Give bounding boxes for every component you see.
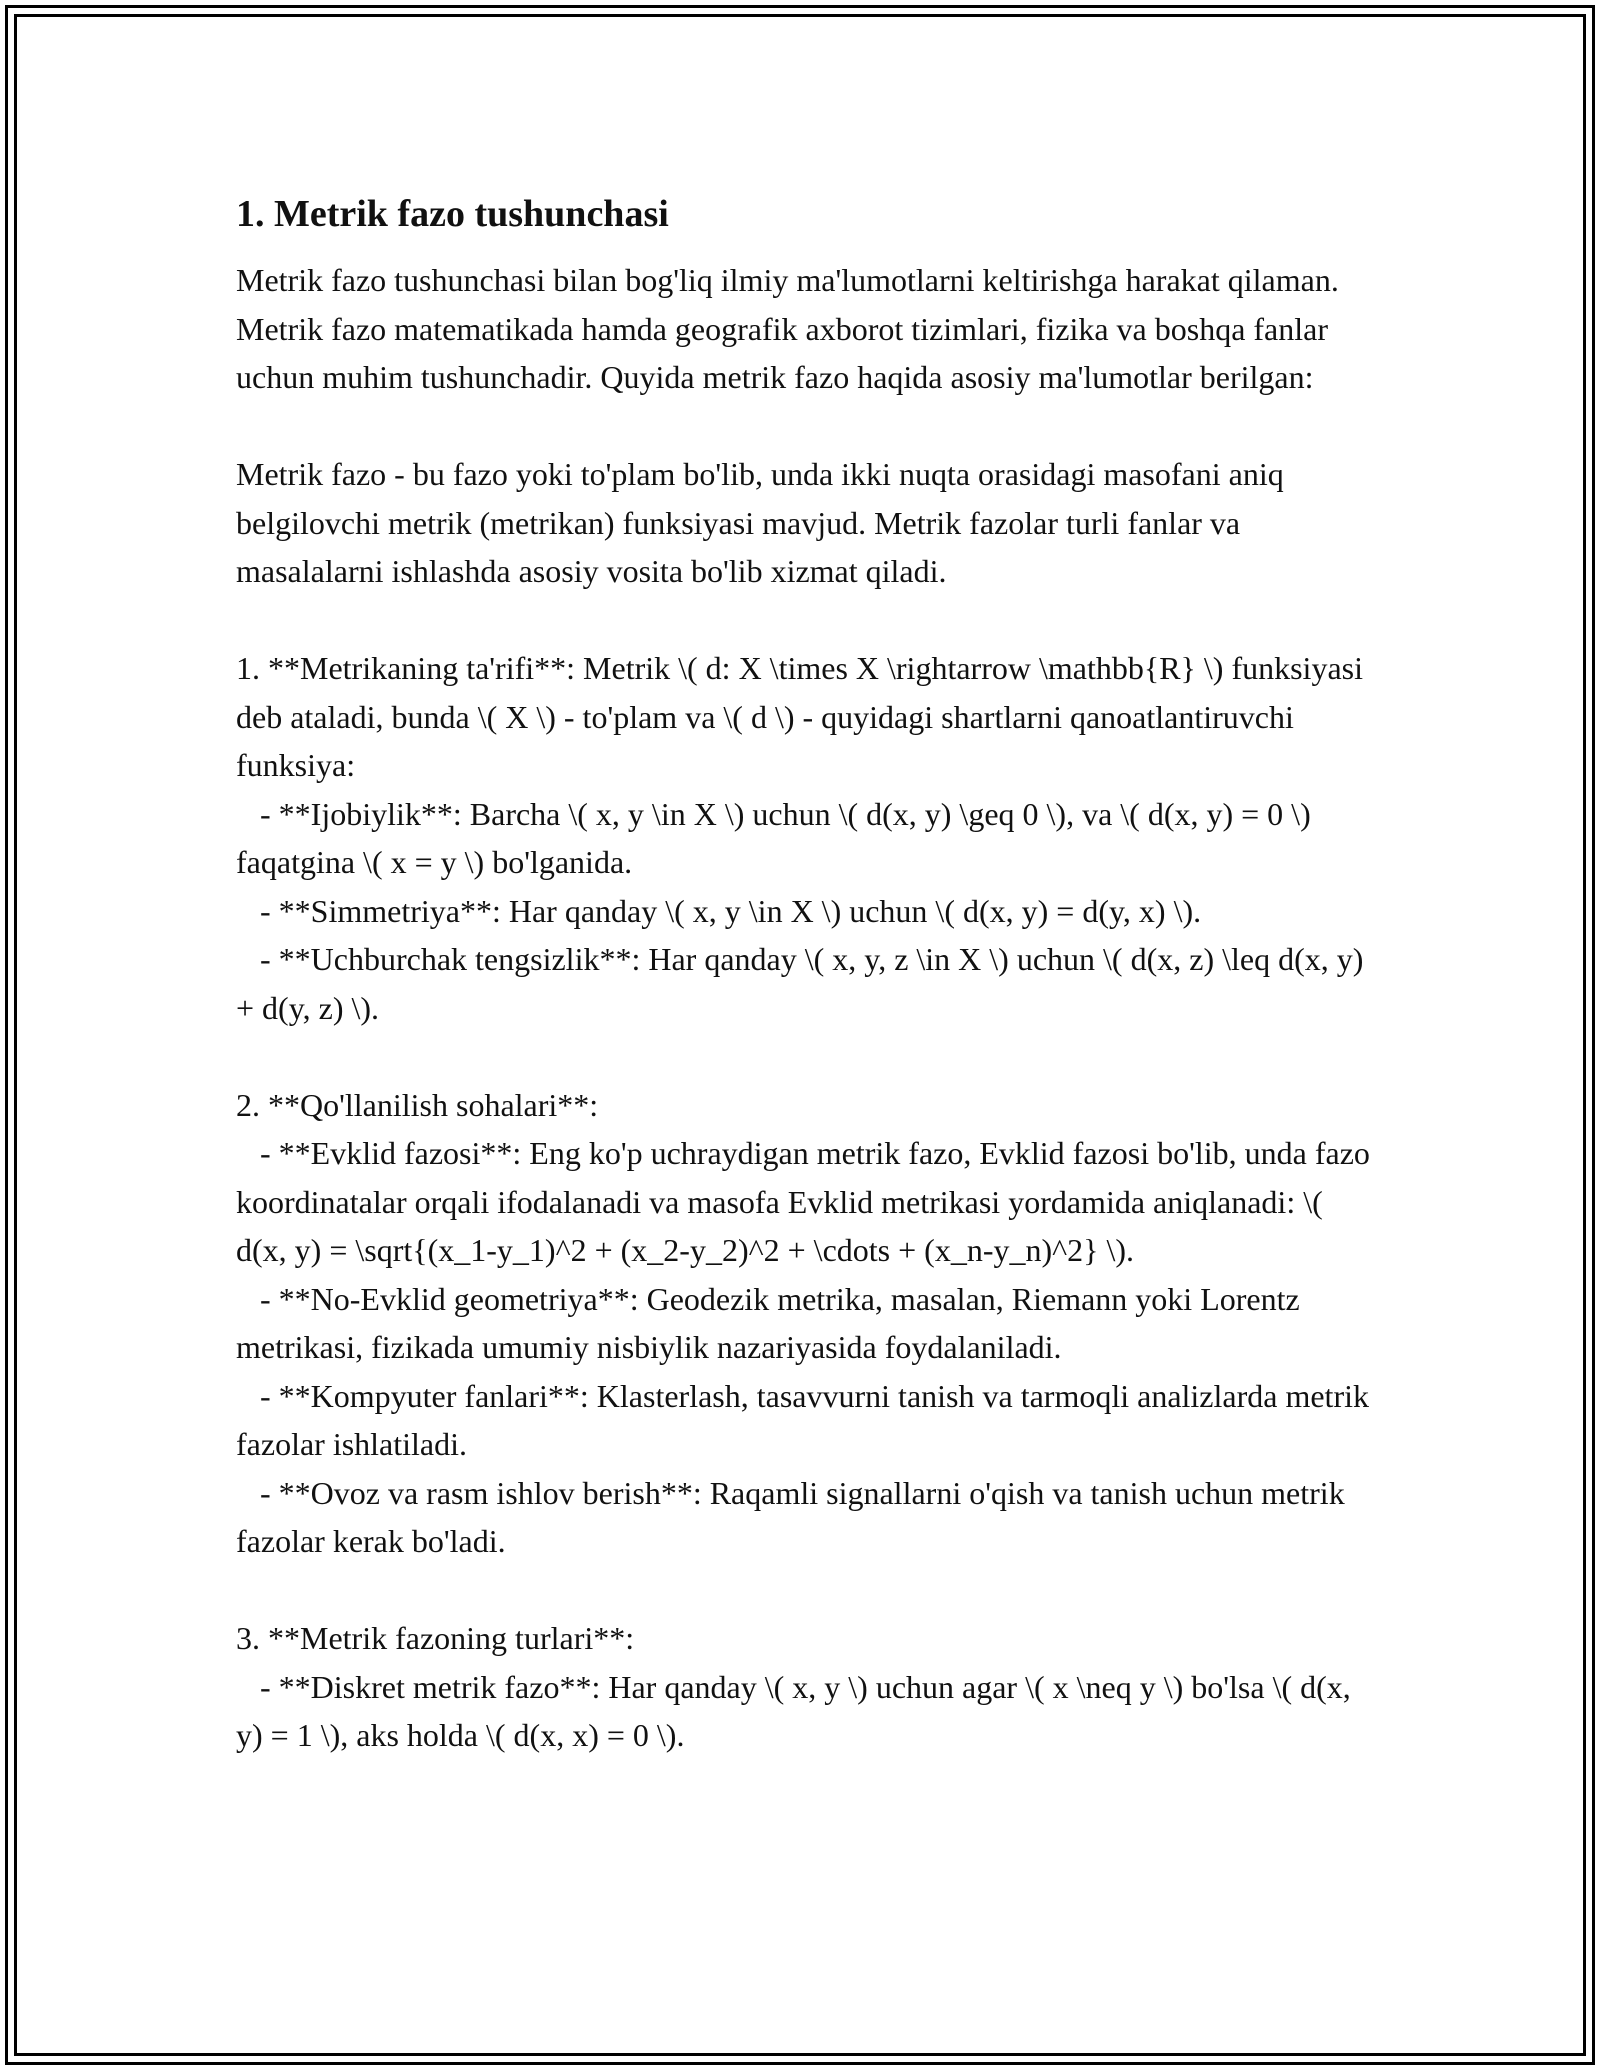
paragraph-spacer [236,402,1376,451]
section-heading-applications: 2. **Qo'llanilish sohalari**: [236,1086,599,1123]
list-item-audio-image-processing: - **Ovoz va rasm ishlov berish**: Raqamli signallarni o'qish va tanish uchun metrik fazolar kerak bo'ladi. [236,1474,1353,1559]
list-item-computer-science: - **Kompyuter fanlari**: Klasterlash, tasavvurni tanish va tarmoqli analizlarda metrik fazolar ishlatiladi. [236,1377,1377,1462]
intro-paragraph: Metrik fazo tushunchasi bilan bog'liq ilmiy ma'lumotlarni keltirishga harakat qilaman. Metrik fazo matematikada hamda geografik axborot tizimlari, fizika va boshqa fanlar uchun muhim tushunchadir. Quyida metrik fazo haqida asosiy ma'lumotlar berilgan: [236,262,1347,395]
paragraph-spacer [236,1566,1376,1615]
document-title: 1. Metrik fazo tushunchasi [236,193,669,235]
list-item-euclidean-space: - **Evklid fazosi**: Eng ko'p uchraydigan metrik fazo, Evklid fazosi bo'lib, unda fazo koordinatalar orqali ifodalanadi va masofa Evklid metrikasi yordamida aniqlanadi: \( d(x, y) = \sqrt{(x_1-y_1)^2 + (x_2-y_2)^2 + \cdots + (x_n-y_n)^2} \). [236,1135,1378,1268]
section-heading-metric-types: 3. **Metrik fazoning turlari**: [236,1620,635,1656]
definition-paragraph: Metrik fazo - bu fazo yoki to'plam bo'lib, unda ikki nuqta orasidagi masofani aniq belgilovchi metrik (metrikan) funksiyasi mavjud. Metrik fazolar turli fanlar va masalalarni ishlashda asosiy vosita bo'lib xizmat qiladi. [236,456,1292,589]
list-item-positivity: - **Ijobiylik**: Barcha \( x, y \in X \) uchun \( d(x, y) \geq 0 \), va \( d(x, y) = 0 \) faqatgina \( x = y \) bo'lganida. [236,795,1319,880]
list-item-triangle-inequality: - **Uchburchak tengsizlik**: Har qanday \( x, y, z \in X \) uchun \( d(x, z) \leq d(x, y) + d(y, z) \). [236,941,1372,1026]
list-item-non-euclidean-geometry: - **No-Evklid geometriya**: Geodezik metrika, masalan, Riemann yoki Lorentz metrikasi, fizikada umumiy nisbiylik nazariyasida foydalaniladi. [236,1280,1308,1365]
list-item-symmetry: - **Simmetriya**: Har qanday \( x, y \in X \) uchun \( d(x, y) = d(y, x) \). [236,892,1202,929]
paragraph-spacer [236,1032,1376,1081]
section-heading-metric-definition: 1. **Metrikaning ta'rifi**: Metrik \( d: X \times X \rightarrow \mathbb{R} \) funksiyasi deb ataladi, bunda \( X \) - to'plam va \( d \) - quyidagi shartlarni qanoatlantiruvchi funksiya: [236,650,1371,783]
paragraph-spacer [236,596,1376,645]
document-body [236,186,1376,1760]
list-item-discrete-metric: - **Diskret metrik fazo**: Har qanday \( x, y \) uchun agar \( x \neq y \) bo'lsa \( d(x, y) = 1 \), aks holda \( d(x, x) = 0 \). [236,1668,1359,1753]
